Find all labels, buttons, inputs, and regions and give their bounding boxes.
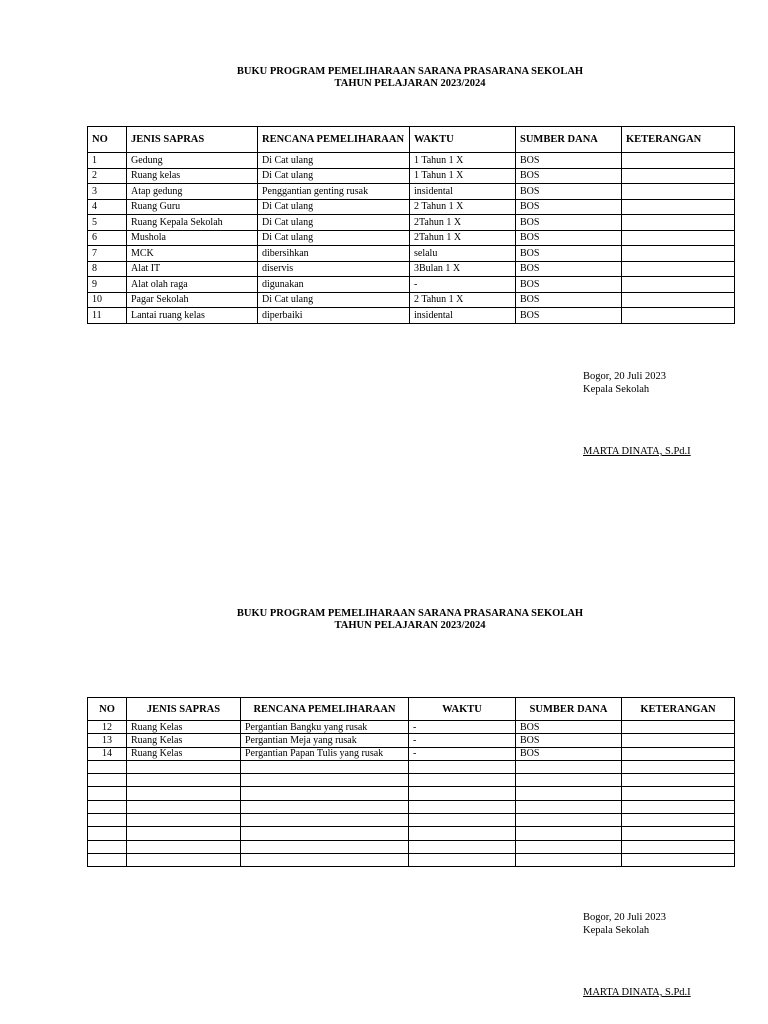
- cell-no: 11: [88, 308, 127, 324]
- cell-waktu: [409, 800, 516, 813]
- cell-waktu: [409, 760, 516, 773]
- cell-sumber-dana: [516, 760, 622, 773]
- cell-no: [88, 853, 127, 866]
- cell-jenis-sapras: Mushola: [127, 230, 258, 246]
- table-row: [88, 734, 735, 747]
- cell-waktu: 2 Tahun 1 X: [410, 199, 516, 215]
- table-row: [88, 199, 735, 215]
- cell-rencana-pemeliharaan: Di Cat ulang: [258, 230, 410, 246]
- cell-rencana-pemeliharaan: [241, 774, 409, 787]
- cell-rencana-pemeliharaan: dibersihkan: [258, 246, 410, 262]
- cell-waktu: 1 Tahun 1 X: [410, 168, 516, 184]
- cell-sumber-dana: BOS: [516, 261, 622, 277]
- cell-waktu: [409, 853, 516, 866]
- cell-sumber-dana: [516, 800, 622, 813]
- cell-keterangan: [622, 734, 735, 747]
- cell-rencana-pemeliharaan: Di Cat ulang: [258, 199, 410, 215]
- table-row: [88, 827, 735, 840]
- cell-sumber-dana: [516, 774, 622, 787]
- header-keterangan: KETERANGAN: [622, 698, 735, 721]
- cell-jenis-sapras: Lantai ruang kelas: [127, 308, 258, 324]
- table-row: [88, 215, 735, 231]
- cell-waktu: 1 Tahun 1 X: [410, 153, 516, 169]
- cell-jenis-sapras: [127, 840, 241, 853]
- cell-jenis-sapras: Atap gedung: [127, 184, 258, 200]
- cell-rencana-pemeliharaan: [241, 853, 409, 866]
- cell-rencana-pemeliharaan: Pergantian Bangku yang rusak: [241, 721, 409, 734]
- cell-waktu: [409, 827, 516, 840]
- cell-jenis-sapras: [127, 853, 241, 866]
- table-row: [88, 168, 735, 184]
- cell-no: [88, 760, 127, 773]
- cell-waktu: 2Tahun 1 X: [410, 230, 516, 246]
- header-sumber-dana: SUMBER DANA: [516, 698, 622, 721]
- cell-jenis-sapras: MCK: [127, 246, 258, 262]
- cell-waktu: 3Bulan 1 X: [410, 261, 516, 277]
- doc2-place-date: Bogor, 20 Juli 2023: [583, 912, 667, 923]
- cell-waktu: -: [409, 721, 516, 734]
- table-row: [88, 277, 735, 293]
- cell-keterangan: [622, 261, 735, 277]
- cell-rencana-pemeliharaan: [241, 800, 409, 813]
- cell-sumber-dana: [516, 853, 622, 866]
- cell-jenis-sapras: Ruang Kelas: [127, 721, 241, 734]
- cell-waktu: -: [410, 277, 516, 293]
- header-no: NO: [88, 127, 127, 153]
- cell-waktu: insidental: [410, 308, 516, 324]
- cell-waktu: [409, 787, 516, 800]
- cell-rencana-pemeliharaan: digunakan: [258, 277, 410, 293]
- cell-keterangan: [622, 184, 735, 200]
- cell-no: 13: [88, 734, 127, 747]
- cell-jenis-sapras: Alat IT: [127, 261, 258, 277]
- cell-jenis-sapras: Ruang kelas: [127, 168, 258, 184]
- header-jenis-sapras: JENIS SAPRAS: [127, 127, 258, 153]
- doc2-signer-name: MARTA DINATA, S.Pd.I: [583, 987, 691, 998]
- cell-sumber-dana: BOS: [516, 747, 622, 760]
- cell-jenis-sapras: Ruang Kelas: [127, 734, 241, 747]
- cell-rencana-pemeliharaan: Pergantian Meja yang rusak: [241, 734, 409, 747]
- cell-jenis-sapras: [127, 800, 241, 813]
- doc1-title-line1: BUKU PROGRAM PEMELIHARAAN SARANA PRASARANA SEKOLAH: [236, 66, 584, 77]
- doc1-table-body: [88, 153, 735, 324]
- header-jenis-sapras: JENIS SAPRAS: [127, 698, 241, 721]
- cell-no: [88, 814, 127, 827]
- table-row: [88, 774, 735, 787]
- cell-rencana-pemeliharaan: Penggantian genting rusak: [258, 184, 410, 200]
- table-row: [88, 800, 735, 813]
- cell-jenis-sapras: Alat olah raga: [127, 277, 258, 293]
- table-row: [88, 721, 735, 734]
- cell-no: 1: [88, 153, 127, 169]
- cell-keterangan: [622, 760, 735, 773]
- cell-keterangan: [622, 199, 735, 215]
- cell-keterangan: [622, 292, 735, 308]
- cell-no: [88, 800, 127, 813]
- cell-no: 4: [88, 199, 127, 215]
- cell-keterangan: [622, 814, 735, 827]
- doc1-signer-name: MARTA DINATA, S.Pd.I: [583, 446, 691, 457]
- header-waktu: WAKTU: [410, 127, 516, 153]
- doc2-position: Kepala Sekolah: [583, 925, 650, 936]
- cell-rencana-pemeliharaan: diperbaiki: [258, 308, 410, 324]
- cell-keterangan: [622, 774, 735, 787]
- cell-keterangan: [622, 747, 735, 760]
- cell-rencana-pemeliharaan: Di Cat ulang: [258, 153, 410, 169]
- cell-no: 6: [88, 230, 127, 246]
- cell-rencana-pemeliharaan: [241, 760, 409, 773]
- cell-no: 2: [88, 168, 127, 184]
- cell-keterangan: [622, 215, 735, 231]
- cell-keterangan: [622, 800, 735, 813]
- table-row: [88, 184, 735, 200]
- cell-sumber-dana: [516, 787, 622, 800]
- cell-keterangan: [622, 246, 735, 262]
- cell-sumber-dana: [516, 827, 622, 840]
- cell-sumber-dana: BOS: [516, 721, 622, 734]
- doc1-title-line2: TAHUN PELAJARAN 2023/2024: [334, 78, 486, 89]
- cell-keterangan: [622, 827, 735, 840]
- cell-rencana-pemeliharaan: [241, 827, 409, 840]
- table-row: [88, 787, 735, 800]
- cell-keterangan: [622, 721, 735, 734]
- header-no: NO: [88, 698, 127, 721]
- cell-waktu: [409, 840, 516, 853]
- header-rencana-pemeliharaan: RENCANA PEMELIHARAAN: [258, 127, 410, 153]
- cell-sumber-dana: BOS: [516, 734, 622, 747]
- table-header-row: [88, 698, 735, 721]
- cell-sumber-dana: [516, 814, 622, 827]
- cell-sumber-dana: BOS: [516, 292, 622, 308]
- cell-no: [88, 774, 127, 787]
- cell-jenis-sapras: [127, 774, 241, 787]
- cell-rencana-pemeliharaan: [241, 787, 409, 800]
- cell-sumber-dana: BOS: [516, 246, 622, 262]
- cell-no: 10: [88, 292, 127, 308]
- cell-sumber-dana: BOS: [516, 308, 622, 324]
- cell-jenis-sapras: Ruang Kelas: [127, 747, 241, 760]
- cell-sumber-dana: BOS: [516, 230, 622, 246]
- cell-jenis-sapras: Ruang Kepala Sekolah: [127, 215, 258, 231]
- header-waktu: WAKTU: [409, 698, 516, 721]
- table-row: [88, 760, 735, 773]
- table-row: [88, 230, 735, 246]
- cell-jenis-sapras: [127, 760, 241, 773]
- cell-waktu: [409, 814, 516, 827]
- cell-keterangan: [622, 153, 735, 169]
- cell-no: 12: [88, 721, 127, 734]
- table-row: [88, 747, 735, 760]
- cell-keterangan: [622, 230, 735, 246]
- cell-sumber-dana: BOS: [516, 184, 622, 200]
- doc1-position: Kepala Sekolah: [583, 384, 650, 395]
- table-row: [88, 246, 735, 262]
- table-row: [88, 292, 735, 308]
- cell-no: 5: [88, 215, 127, 231]
- doc1-place-date: Bogor, 20 Juli 2023: [583, 371, 667, 382]
- header-keterangan: KETERANGAN: [622, 127, 735, 153]
- cell-jenis-sapras: Pagar Sekolah: [127, 292, 258, 308]
- cell-rencana-pemeliharaan: diservis: [258, 261, 410, 277]
- table-row: [88, 261, 735, 277]
- cell-waktu: 2Tahun 1 X: [410, 215, 516, 231]
- table-row: [88, 853, 735, 866]
- cell-jenis-sapras: Gedung: [127, 153, 258, 169]
- cell-jenis-sapras: [127, 787, 241, 800]
- cell-rencana-pemeliharaan: Pergantian Papan Tulis yang rusak: [241, 747, 409, 760]
- cell-keterangan: [622, 308, 735, 324]
- cell-keterangan: [622, 840, 735, 853]
- cell-sumber-dana: BOS: [516, 215, 622, 231]
- doc1-maintenance-table: [87, 126, 735, 324]
- doc1-title: [0, 66, 768, 90]
- cell-no: [88, 787, 127, 800]
- cell-waktu: 2 Tahun 1 X: [410, 292, 516, 308]
- cell-waktu: insidental: [410, 184, 516, 200]
- cell-keterangan: [622, 853, 735, 866]
- cell-no: [88, 840, 127, 853]
- cell-sumber-dana: BOS: [516, 277, 622, 293]
- cell-jenis-sapras: Ruang Guru: [127, 199, 258, 215]
- cell-jenis-sapras: [127, 814, 241, 827]
- doc1-signature-block: [583, 370, 691, 457]
- table-row: [88, 840, 735, 853]
- cell-no: [88, 827, 127, 840]
- cell-waktu: -: [409, 747, 516, 760]
- cell-keterangan: [622, 168, 735, 184]
- cell-keterangan: [622, 787, 735, 800]
- doc2-title: [0, 608, 768, 632]
- cell-no: 14: [88, 747, 127, 760]
- header-rencana-pemeliharaan: RENCANA PEMELIHARAAN: [241, 698, 409, 721]
- cell-rencana-pemeliharaan: [241, 814, 409, 827]
- cell-waktu: selalu: [410, 246, 516, 262]
- cell-sumber-dana: BOS: [516, 199, 622, 215]
- cell-waktu: [409, 774, 516, 787]
- doc2-signature-block: [583, 911, 691, 998]
- cell-sumber-dana: BOS: [516, 168, 622, 184]
- doc2-title-line1: BUKU PROGRAM PEMELIHARAAN SARANA PRASARANA SEKOLAH: [236, 608, 584, 619]
- table-header-row: [88, 127, 735, 153]
- header-sumber-dana: SUMBER DANA: [516, 127, 622, 153]
- doc2-maintenance-table: [87, 697, 735, 867]
- table-row: [88, 814, 735, 827]
- cell-jenis-sapras: [127, 827, 241, 840]
- table-row: [88, 308, 735, 324]
- cell-rencana-pemeliharaan: [241, 840, 409, 853]
- cell-sumber-dana: [516, 840, 622, 853]
- cell-no: 7: [88, 246, 127, 262]
- cell-sumber-dana: BOS: [516, 153, 622, 169]
- cell-rencana-pemeliharaan: Di Cat ulang: [258, 215, 410, 231]
- doc2-table-body: [88, 721, 735, 867]
- table-row: [88, 153, 735, 169]
- cell-rencana-pemeliharaan: Di Cat ulang: [258, 168, 410, 184]
- cell-no: 8: [88, 261, 127, 277]
- cell-no: 3: [88, 184, 127, 200]
- cell-no: 9: [88, 277, 127, 293]
- cell-keterangan: [622, 277, 735, 293]
- cell-waktu: -: [409, 734, 516, 747]
- cell-rencana-pemeliharaan: Di Cat ulang: [258, 292, 410, 308]
- doc2-title-line2: TAHUN PELAJARAN 2023/2024: [334, 620, 486, 631]
